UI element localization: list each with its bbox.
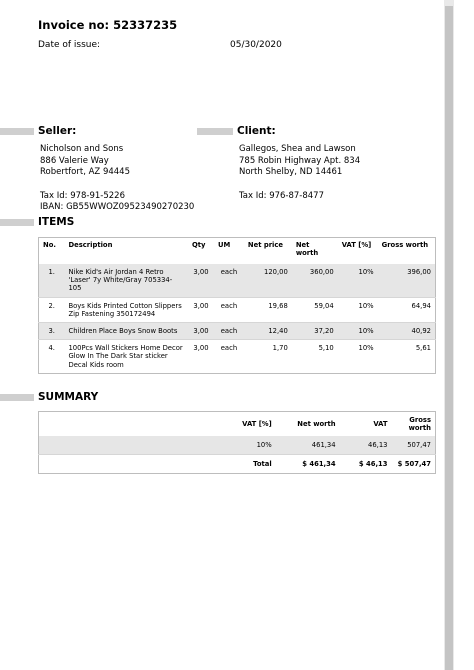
col-gross-worth-header: Gross worth (381, 241, 429, 249)
date-of-issue-label: Date of issue: (38, 40, 101, 50)
summary-vat-rate: 10% (214, 436, 276, 455)
date-of-issue-value: 05/30/2020 (230, 40, 282, 50)
summary-section-bar (0, 394, 34, 401)
seller-address-line2: Robertfort, AZ 94445 (40, 167, 130, 177)
col-qty-header: Qty (192, 241, 206, 249)
summary-total-row (39, 455, 436, 474)
col-net-price-header: Net price (247, 241, 284, 249)
client-section-bar (197, 128, 233, 135)
item-description: 100Pcs Wall Stickers Home Decor Glow In The Dark Star sticker Decal Kids room (64, 340, 188, 374)
items-heading: ITEMS (38, 216, 75, 228)
item-qty: 3,00 (188, 340, 214, 374)
items-header-row (39, 238, 436, 265)
item-vat: 10% (338, 297, 378, 322)
col-net-worth-header: Net worth (295, 241, 319, 257)
summary-net-worth: 461,34 (276, 436, 340, 455)
table-row (39, 340, 436, 374)
summary-vat-amount: 46,13 (340, 436, 392, 455)
seller-iban: IBAN: GB55WWOZ09523490270230 (40, 202, 195, 212)
item-gross-worth: 64,94 (378, 297, 436, 322)
item-no: 1. (39, 264, 65, 297)
table-row (39, 297, 436, 322)
summary-total-label: Total (214, 455, 276, 474)
seller-heading: Seller: (38, 125, 77, 137)
item-um: each (214, 323, 244, 340)
items-table (38, 237, 436, 374)
client-name: Gallegos, Shea and Lawson (239, 144, 356, 154)
summary-heading: SUMMARY (38, 391, 99, 403)
summary-total-net-worth: $ 461,34 (276, 455, 340, 474)
summary-spacer (39, 436, 214, 455)
client-details (239, 144, 360, 202)
items-section-bar (0, 219, 34, 226)
item-net-price: 12,40 (244, 323, 292, 340)
item-net-price: 19,68 (244, 297, 292, 322)
seller-address-line1: 886 Valerie Way (40, 155, 109, 166)
summary-vat-amount-header: VAT (373, 420, 388, 428)
summary-table (38, 411, 436, 474)
page-margin (454, 0, 474, 670)
client-address-line2: North Shelby, ND 14461 (239, 167, 343, 177)
item-gross-worth: 396,00 (378, 264, 436, 297)
summary-total-gross-worth: $ 507,47 (392, 455, 436, 474)
client-tax-id: Tax Id: 976-87-8477 (239, 190, 324, 201)
col-vat-header: VAT [%] (341, 241, 372, 249)
seller-tax-id: Tax Id: 978-91-5226 (40, 190, 125, 201)
item-um: each (214, 264, 244, 297)
item-qty: 3,00 (188, 297, 214, 322)
item-gross-worth: 40,92 (378, 323, 436, 340)
summary-gross-worth-header: Gross worth (408, 416, 431, 432)
item-no: 3. (39, 323, 65, 340)
item-no: 4. (39, 340, 65, 374)
item-description: Nike Kid's Air Jordan 4 Retro 'Laser' 7y White/Gray 705334-105 (64, 264, 188, 297)
table-row (39, 264, 436, 297)
item-description: Boys Kids Printed Cotton Slippers Zip Fastening 350172494 (64, 297, 188, 322)
table-row (39, 323, 436, 340)
summary-spacer (39, 455, 214, 474)
item-gross-worth: 5,61 (378, 340, 436, 374)
item-qty: 3,00 (188, 264, 214, 297)
summary-net-worth-header: Net worth (297, 420, 336, 428)
item-net-worth: 360,00 (292, 264, 338, 297)
col-no-header: No. (43, 241, 56, 249)
col-description-header: Description (68, 241, 113, 249)
item-um: each (214, 340, 244, 374)
summary-rate-row (39, 436, 436, 455)
item-qty: 3,00 (188, 323, 214, 340)
item-net-worth: 5,10 (292, 340, 338, 374)
seller-name: Nicholson and Sons (40, 144, 124, 154)
client-address-line1: 785 Robin Highway Apt. 834 (239, 155, 361, 166)
client-heading: Client: (237, 125, 276, 137)
item-net-worth: 37,20 (292, 323, 338, 340)
vertical-scrollbar-thumb[interactable] (445, 6, 453, 670)
summary-gross-worth: 507,47 (392, 436, 436, 455)
item-net-price: 1,70 (244, 340, 292, 374)
col-um-header: UM (217, 241, 231, 249)
seller-section-bar (0, 128, 34, 135)
item-net-price: 120,00 (244, 264, 292, 297)
seller-details (40, 144, 194, 214)
item-net-worth: 59,04 (292, 297, 338, 322)
item-no: 2. (39, 297, 65, 322)
summary-total-vat: $ 46,13 (340, 455, 392, 474)
summary-spacer (39, 412, 214, 437)
item-description: Children Place Boys Snow Boots (64, 323, 188, 340)
item-um: each (214, 297, 244, 322)
item-vat: 10% (338, 264, 378, 297)
summary-header-row (39, 412, 436, 437)
item-vat: 10% (338, 323, 378, 340)
invoice-number-title: Invoice no: 52337235 (38, 18, 178, 32)
summary-vat-header: VAT [%] (242, 420, 272, 428)
item-vat: 10% (338, 340, 378, 374)
